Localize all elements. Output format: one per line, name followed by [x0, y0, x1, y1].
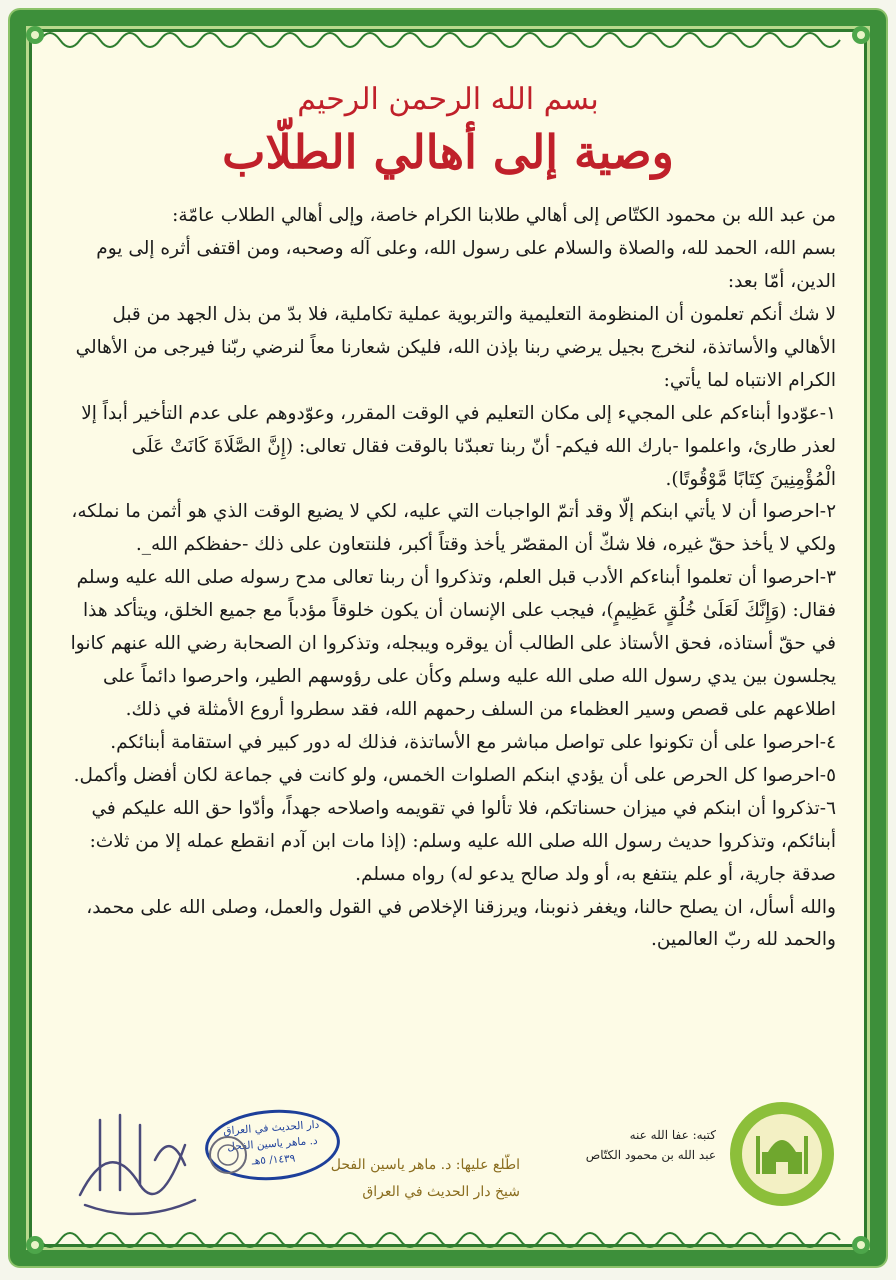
advice-item-2: ٢-احرصوا أن لا يأتي ابنكم إلّا وقد أتمّ الواجبات التي عليه، لكي لا يضيع الوقت الذي هو أثمن ما نملكه، ولكي لا يأخذ حقّ غيره، فلا شكّ أن المقصّر يأخذ وقتاً أكبر، فلنتعاون على ذلك -حفظكم الله_.: [71, 501, 836, 556]
calligraphic-signature-icon: [60, 1100, 210, 1225]
advice-item-5: ٥-احرصوا كل الحرص على أن يؤدي ابنكم الصلوات الخمس، ولو كانت في جماعة لكان أفضل وأكمل.: [73, 764, 836, 786]
basmala: بسم الله الرحمن الرحيم: [297, 82, 599, 117]
author-signature: [586, 1125, 716, 1166]
author-line-1: كتبه: عفا الله عنه: [629, 1128, 716, 1142]
intro-paragraph: لا شك أنكم تعلمون أن المنظومة التعليمية والتربوية عملية تكاملية، فلا بدّ من بذل الجهد من قبل الأهالي والأساتذة، لنخرج بجيل يرضي ربنا بإذن الله، فليكن شعارنا معاً لنرضي ربّنا فيرجى من الأهالي الكرام الانتباه لما يأتي:: [75, 303, 836, 391]
stamp-line-3: ١٤٣٩/ ٥هـ: [251, 1151, 296, 1167]
reviewer-line-2: شيخ دار الحديث في العراق: [362, 1183, 520, 1200]
advice-item-4: ٤-احرصوا على أن تكونوا على تواصل مباشر مع الأساتذة، فذلك له دور كبير في استقامة أبنائكم.: [110, 731, 836, 753]
greeting-paragraph: من عبد الله بن محمود الكتّاص إلى أهالي طلابنا الكرام خاصة، وإلى أهالي الطلاب عامّة:: [172, 205, 836, 227]
letter-content: [60, 80, 836, 957]
advice-item-1: ١-عوّدوا أبناءكم على المجيء إلى مكان التعليم في الوقت المقرر، وعوّدوهم على عدم التأخير أبداً إلا لعذر طارئ، واعلموا -بارك الله فيكم- أنّ ربنا تعبدّنا بالوقت فقال تعالى: (إِنَّ الصَّلَاةَ كَانَتْ عَلَى الْمُؤْمِنِينَ كِتَابًا مَّوْقُوتًا).: [81, 402, 836, 490]
reviewer-line-1: اطّلع عليها: د. ماهر ياسين الفحل: [330, 1157, 520, 1173]
stamp-line-1: دار الحديث في العراق: [222, 1118, 320, 1138]
author-line-2: عبد الله بن محمود الكتّاص: [585, 1148, 716, 1163]
advice-item-3: ٣-احرصوا أن تعلموا أبناءكم الأدب قبل العلم، وتذكروا أن ربنا تعالى مدح رسوله صلى الله عليه وسلم فقال: (وَإِنَّكَ لَعَلَىٰ خُلُقٍ عَظِيمٍ)، فيجب على الإنسان أن يكون خلوقاً مؤدباً مع جميع الخلق، ويتأكد هذا في حقّ أستاذه، فحق الأستاذ على الطالب أن يوقره ويبجله، وتذكروا ان الصحابة رضي الله عنهم كانوا يجلسون بين يدي رسول الله صلى الله عليه وسلم وكأن على رؤوسهم الطير، واحرصوا دائماً على اطلاعهم على قصص وسير العظماء من السلف رحمهم الله، فقد سطروا أروع الأمثلة في ذلك.: [70, 567, 836, 721]
mosque-emblem-icon: [728, 1100, 836, 1208]
round-seal-icon: [208, 1135, 248, 1175]
opening-paragraph: بسم الله، الحمد لله، والصلاة والسلام على رسول الله، وعلى آله وصحبه، ومن اقتفى أثره إلى يوم الدين، أمّا بعد:: [96, 238, 836, 293]
page-title: وصية إلى أهالي الطلّاب: [222, 125, 674, 179]
advice-item-6: ٦-تذكروا أن ابنكم في ميزان حسناتكم، فلا تألوا في تقويمه واصلاحه جهداً، وأدّوا حق الله عليكم في أبنائكم، وتذكروا حديث رسول الله صلى الله عليه وسلم: (إذا مات ابن آدم انقطع عمله إلا من ثلاث: صدقة جارية، أو علم ينتفع به، أو ولد صالح يدعو له) رواه مسلم.: [89, 797, 836, 885]
letter-body: [60, 200, 836, 957]
stamp-line-2: د. ماهر ياسين الفحل: [226, 1134, 318, 1153]
closing-paragraph: والله أسأل، ان يصلح حالنا، ويغفر ذنوبنا، ويرزقنا الإخلاص في القول والعمل، وصلى الله على محمد، والحمد لله ربّ العالمين.: [86, 896, 836, 951]
footer: [60, 1100, 836, 1230]
